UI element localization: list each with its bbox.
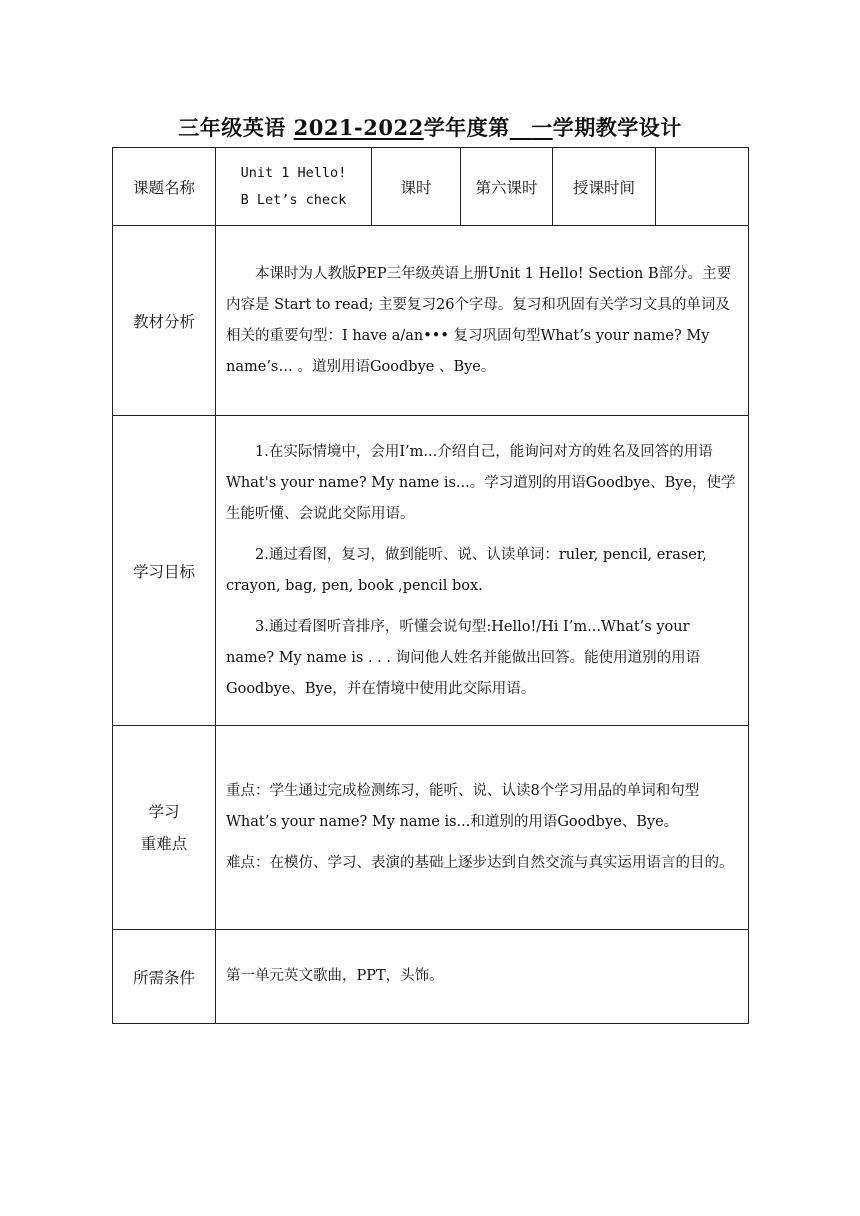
objectives-label: 学习目标	[113, 416, 216, 726]
analysis-text: 本课时为人教版PEP三年级英语上册Unit 1 Hello! Section B部分。主要内容是 Start to read; 主要复习26个字母。复习和巩固有关学习文具的单词及相关的重要句型：I have a/an••• 复习巩固句型What’s your name? My name’s… 。道别用语Goodbye 、Bye。	[226, 265, 732, 375]
key-points-label-line-2: 重难点	[140, 834, 188, 853]
objective-item: 3.通过看图听音排序，听懂会说句型:Hello!/Hi I’m...What’s your name? My name is . . . 询问他人姓名并能做出回答。能使用道别的用语Goodbye、Bye，并在情境中使用此交际用语。	[226, 618, 701, 697]
topic-line-1: Unit 1 Hello!	[240, 164, 347, 181]
lesson-plan-table	[112, 147, 749, 1024]
key-focus-text: 重点：学生通过完成检测练习，能听、说、认读8个学习用品的单词和句型What’s your name? My name is...和道别的用语Goodbye、Bye。	[226, 783, 700, 830]
key-difficulty-text: 难点：在模仿、学习、表演的基础上逐步达到自然交流与真实运用语言的目的。	[226, 855, 734, 871]
objective-item: 2.通过看图，复习，做到能听、说、认读单词：ruler, pencil, eraser, crayon, bag, pen, book ,pencil box.	[226, 546, 707, 594]
period-label: 课时	[372, 148, 461, 226]
analysis-row	[113, 226, 749, 416]
period-value: 第六课时	[461, 148, 553, 226]
key-points-row	[113, 726, 749, 930]
key-points-content	[216, 726, 749, 930]
key-points-label-line-1: 学习	[148, 802, 180, 821]
key-points-label	[113, 726, 216, 930]
objective-item: 1.在实际情境中，会用I’m...介绍自己，能询问对方的姓名及回答的用语What's your name? My name is...。学习道别的用语Goodbye、Bye，使学生能听懂、会说此交际用语。	[226, 443, 736, 522]
topic-line-2: B Let’s check	[240, 191, 347, 208]
topic-value	[216, 148, 372, 226]
topic-label: 课题名称	[113, 148, 216, 226]
objectives-row	[113, 416, 749, 726]
analysis-label: 教材分析	[113, 226, 216, 416]
title-suffix: 学期教学设计	[552, 115, 682, 140]
title-prefix: 三年级英语	[178, 115, 294, 140]
title-years: 2021-2022	[293, 115, 424, 140]
objectives-content	[216, 416, 749, 726]
title-term: 一	[531, 115, 553, 140]
document-title	[0, 112, 860, 142]
analysis-content	[216, 226, 749, 416]
time-label: 授课时间	[553, 148, 656, 226]
conditions-content	[216, 930, 749, 1024]
conditions-label: 所需条件	[113, 930, 216, 1024]
conditions-text: 第一单元英文歌曲，PPT，头饰。	[226, 968, 444, 984]
title-middle: 学年度第	[423, 115, 510, 140]
conditions-row	[113, 930, 749, 1024]
time-value	[656, 148, 749, 226]
header-row	[113, 148, 749, 226]
